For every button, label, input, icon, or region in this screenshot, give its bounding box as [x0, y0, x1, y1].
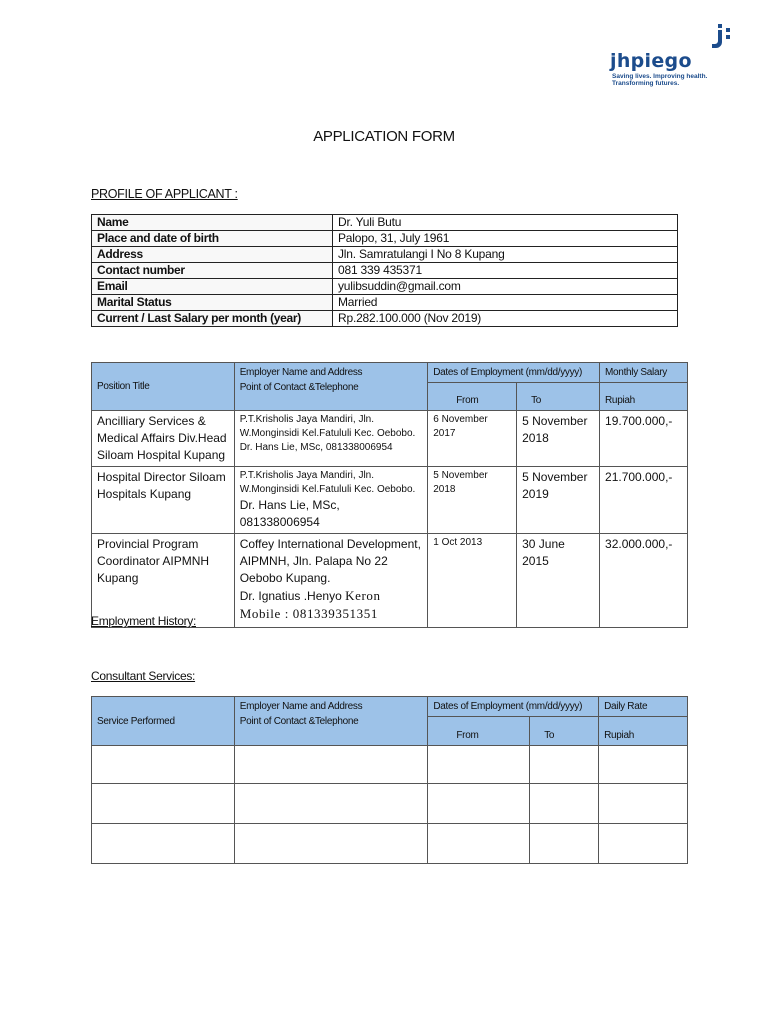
- employer-contact-surname: Keron: [345, 588, 381, 603]
- consultant-services-label: Consultant Services:: [91, 669, 196, 683]
- empty-cell: [92, 784, 235, 824]
- employer-address: P.T.Krisholis Jaya Mandiri, Jln. W.Monginsidi Kel.Fatululi Kec. Oebobo.: [239, 470, 416, 495]
- profile-value: Palopo, 31, July 1961: [333, 231, 678, 247]
- rupiah-header: Rupiah: [600, 383, 688, 411]
- empty-cell: [599, 824, 688, 864]
- profile-value: 081 339 435371: [333, 263, 678, 279]
- profile-value: yulibsuddin@gmail.com: [333, 279, 678, 295]
- table-row: [92, 746, 688, 784]
- employer-cell: [234, 534, 428, 628]
- employer-header: [234, 363, 428, 411]
- from-header: From: [428, 383, 517, 411]
- employer-contact-mobile: Mobile : 081339351351: [239, 606, 378, 621]
- empty-cell: [234, 746, 428, 784]
- employment-history-label: Employment History:: [91, 614, 196, 628]
- employer-header-line-2: Point of Contact &Telephone: [239, 382, 359, 393]
- profile-label: Name: [92, 215, 333, 231]
- table-row: [92, 784, 688, 824]
- empty-cell: [234, 824, 428, 864]
- salary-cell: 21.700.000,-: [600, 467, 688, 534]
- table-row: [92, 411, 688, 467]
- empty-cell: [428, 824, 530, 864]
- from-date-cell: 5 November 2018: [428, 467, 517, 534]
- profile-row: [92, 231, 678, 247]
- daily-rate-header: Daily Rate: [599, 697, 688, 717]
- from-date-cell: 6 November 2017: [428, 411, 517, 467]
- employment-header-row: [92, 363, 688, 383]
- position-title-cell: Ancilliary Services & Medical Affairs Div.Head Siloam Hospital Kupang: [92, 411, 235, 467]
- profile-row: [92, 311, 678, 327]
- profile-row: [92, 215, 678, 231]
- empty-cell: [428, 784, 530, 824]
- profile-row: [92, 247, 678, 263]
- profile-table: [91, 214, 678, 327]
- empty-cell: [92, 746, 235, 784]
- profile-label: Email: [92, 279, 333, 295]
- table-row: [92, 824, 688, 864]
- employer-contact-name: Dr. Ignatius .Henyo: [239, 589, 342, 603]
- employer-header-line-1: Employer Name and Address: [239, 367, 363, 378]
- employer-address: P.T.Krisholis Jaya Mandiri, Jln. W.Monginsidi Kel.Fatululi Kec. Oebobo.: [239, 414, 416, 439]
- logo-tagline-line-1: Saving lives. Improving health.: [612, 73, 708, 80]
- profile-row: [92, 295, 678, 311]
- employer-header-line-2: Point of Contact &Telephone: [239, 716, 359, 727]
- consultant-header-row: [92, 697, 688, 717]
- jhpiego-logo: [606, 24, 746, 90]
- jhpiego-logo-mark-icon: [712, 24, 736, 50]
- profile-value: Married: [333, 295, 678, 311]
- profile-value: Dr. Yuli Butu: [333, 215, 678, 231]
- table-row: [92, 467, 688, 534]
- to-header: To: [517, 383, 600, 411]
- to-date-cell: 5 November 2019: [517, 467, 600, 534]
- to-header: To: [530, 717, 599, 746]
- employer-cell: [234, 411, 428, 467]
- to-date-cell: 30 June 2015: [517, 534, 600, 628]
- profile-label: Marital Status: [92, 295, 333, 311]
- empty-cell: [599, 746, 688, 784]
- monthly-salary-header: Monthly Salary: [600, 363, 688, 383]
- employer-contact: Dr. Hans Lie, MSc, 081338006954: [239, 442, 393, 453]
- from-header: From: [428, 717, 530, 746]
- position-title-cell: Hospital Director Siloam Hospitals Kupang: [92, 467, 235, 534]
- to-date-cell: 5 November 2018: [517, 411, 600, 467]
- empty-cell: [234, 784, 428, 824]
- empty-cell: [530, 746, 599, 784]
- employment-table: [91, 362, 688, 628]
- logo-tagline-line-2: Transforming futures.: [612, 80, 680, 87]
- dates-header: Dates of Employment (mm/dd/yyyy): [428, 697, 599, 717]
- salary-cell: 19.700.000,-: [600, 411, 688, 467]
- employer-contact: [240, 587, 423, 605]
- position-title-header: Position Title: [92, 363, 235, 411]
- employer-cell: [234, 467, 428, 534]
- empty-cell: [92, 824, 235, 864]
- position-title-cell: Provincial Program Coordinator AIPMNH Kupang: [92, 534, 235, 628]
- profile-label: Current / Last Salary per month (year): [92, 311, 333, 327]
- rupiah-header: Rupiah: [599, 717, 688, 746]
- empty-cell: [428, 746, 530, 784]
- profile-heading: PROFILE OF APPLICANT :: [91, 187, 238, 201]
- logo-tagline: [612, 73, 707, 87]
- profile-label: Address: [92, 247, 333, 263]
- profile-row: [92, 279, 678, 295]
- profile-value: Jln. Samratulangi I No 8 Kupang: [333, 247, 678, 263]
- profile-label: Contact number: [92, 263, 333, 279]
- logo-wordmark: jhpiego: [610, 50, 692, 72]
- employer-header: [234, 697, 428, 746]
- profile-label: Place and date of birth: [92, 231, 333, 247]
- from-date-cell: 1 Oct 2013: [428, 534, 517, 628]
- consultant-table: [91, 696, 688, 864]
- employer-contact: Dr. Hans Lie, MSc, 081338006954: [239, 498, 340, 529]
- employer-address: Coffey International Development, AIPMNH, Jln. Palapa No 22 Oebobo Kupang.: [239, 537, 421, 585]
- service-performed-header: Service Performed: [92, 697, 235, 746]
- employer-header-line-1: Employer Name and Address: [239, 701, 363, 712]
- empty-cell: [599, 784, 688, 824]
- page-title: APPLICATION FORM: [313, 128, 455, 145]
- empty-cell: [530, 784, 599, 824]
- dates-header: Dates of Employment (mm/dd/yyyy): [428, 363, 600, 383]
- profile-value: Rp.282.100.000 (Nov 2019): [333, 311, 678, 327]
- empty-cell: [530, 824, 599, 864]
- profile-row: [92, 263, 678, 279]
- salary-cell: 32.000.000,-: [600, 534, 688, 628]
